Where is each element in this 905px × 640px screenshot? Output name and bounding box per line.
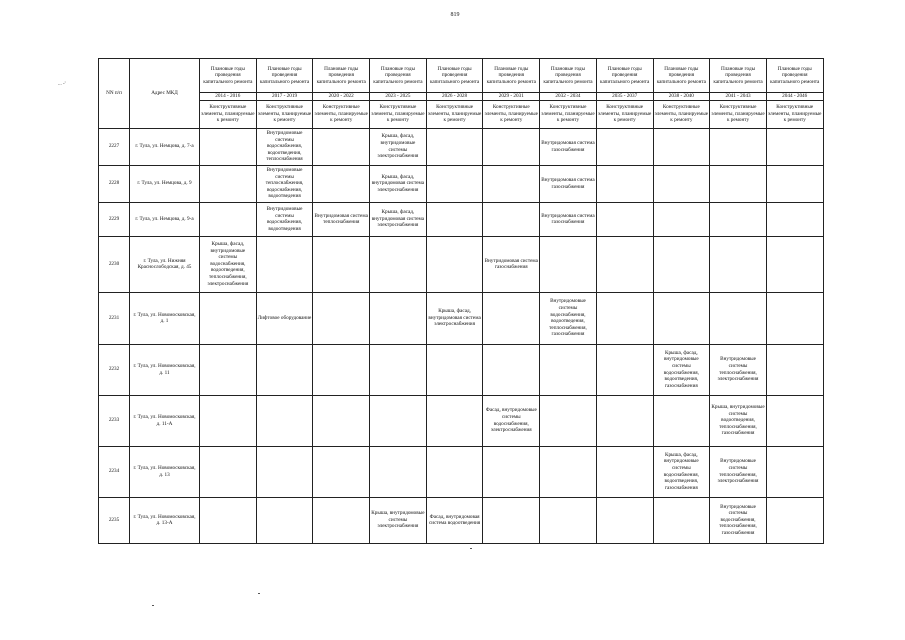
repair-elements-cell	[370, 292, 427, 344]
header-period-elements: Конструктивные элементы, планируемые к ремонту	[256, 100, 313, 128]
header-period-years: Плановые годы проведения капитального ремонта	[256, 59, 313, 93]
scan-speck	[152, 605, 154, 606]
margin-mark: ... -'	[58, 82, 66, 87]
header-period-years: Плановые годы проведения капитального ремонта	[483, 59, 540, 93]
scan-speck	[470, 548, 472, 549]
repair-elements-cell	[540, 395, 597, 446]
row-number: 2228	[99, 165, 130, 202]
row-address: г. Тула, ул. Новомосковская, д. 11	[130, 344, 200, 395]
table-row	[99, 236, 824, 292]
repair-elements-cell	[256, 497, 313, 543]
repair-elements-cell	[483, 344, 540, 395]
repair-elements-cell: Внутридомовая система газоснабжения	[540, 165, 597, 202]
repair-elements-cell	[710, 202, 767, 236]
row-address: г. Тула, ул. Новомосковская, д. 13	[130, 446, 200, 497]
repair-elements-cell	[426, 128, 483, 165]
header-period-years: Плановые годы проведения капитального ремонта	[766, 59, 823, 93]
header-period-range: 2020 - 2022	[313, 93, 370, 101]
table-row	[99, 344, 824, 395]
repair-elements-cell: Внутридомовые системы теплоснабжения, электроснабжения	[710, 344, 767, 395]
row-address: г. Тула, ул. Немцова, д. 9	[130, 165, 200, 202]
header-period-years: Плановые годы проведения капитального ремонта	[596, 59, 653, 93]
repair-elements-cell	[540, 497, 597, 543]
header-period-years: Плановые годы проведения капитального ремонта	[710, 59, 767, 93]
header-period-years: Плановые годы проведения капитального ремонта	[653, 59, 710, 93]
repair-elements-cell	[313, 292, 370, 344]
repair-elements-cell	[313, 395, 370, 446]
header-period-elements: Конструктивные элементы, планируемые к ремонту	[370, 100, 427, 128]
repair-elements-cell: Крыша, фасад, внутридомовые системы водоснабжения, водоотведения, газоснабжения	[653, 344, 710, 395]
repair-elements-cell	[653, 236, 710, 292]
header-period-elements: Конструктивные элементы, планируемые к ремонту	[710, 100, 767, 128]
header-address: Адрес МКД	[130, 59, 200, 129]
repair-elements-cell	[653, 292, 710, 344]
header-period-range: 2014 - 2016	[200, 93, 257, 101]
header-period-elements: Конструктивные элементы, планируемые к ремонту	[313, 100, 370, 128]
table-body	[99, 128, 824, 543]
repair-elements-cell	[653, 128, 710, 165]
header-period-range: 2017 - 2019	[256, 93, 313, 101]
repair-elements-cell: Лифтовое оборудование	[256, 292, 313, 344]
repair-elements-cell: Внутридомовые системы водоснабжения, водоотведения, теплоснабжения	[256, 128, 313, 165]
table-row	[99, 497, 824, 543]
repair-elements-cell: Внутридомовые системы теплоснабжения, водоснабжения, водоотведения	[256, 165, 313, 202]
repair-elements-cell: Крыша, фасад, внутридомовые системы электроснабжения	[370, 128, 427, 165]
repair-elements-cell	[483, 128, 540, 165]
header-period-elements: Конструктивные элементы, планируемые к ремонту	[200, 100, 257, 128]
repair-elements-cell: Крыша, внутридомовые системы водоотведения, теплоснабжения, газоснабжения	[710, 395, 767, 446]
header-period-range: 2032 - 2034	[540, 93, 597, 101]
header-period-range: 2038 - 2040	[653, 93, 710, 101]
repair-elements-cell	[426, 446, 483, 497]
header-period-range: 2023 - 2025	[370, 93, 427, 101]
repair-elements-cell	[200, 497, 257, 543]
scan-speck	[258, 593, 260, 594]
repair-elements-cell: Внутридомовые системы водоснабжения, водоотведения	[256, 202, 313, 236]
repair-elements-cell	[370, 446, 427, 497]
repair-elements-cell	[653, 165, 710, 202]
repair-elements-cell: Внутридомовые системы теплоснабжения, электроснабжения	[710, 446, 767, 497]
repair-elements-cell	[710, 236, 767, 292]
repair-elements-cell: Внутридомовые системы водоснабжения, водоотведения, теплоснабжения, газоснабжения	[540, 292, 597, 344]
repair-elements-cell	[596, 165, 653, 202]
table-row	[99, 292, 824, 344]
repair-elements-cell	[313, 344, 370, 395]
repair-elements-cell	[766, 128, 823, 165]
page-number: 819	[450, 12, 460, 18]
header-period-range: 2041 - 2043	[710, 93, 767, 101]
repair-elements-cell	[313, 446, 370, 497]
repair-elements-cell	[766, 165, 823, 202]
header-period-years: Плановые годы проведения капитального ремонта	[540, 59, 597, 93]
row-address: г. Тула, ул. Новомосковская, д. 11-А	[130, 395, 200, 446]
header-period-years: Плановые годы проведения капитального ремонта	[370, 59, 427, 93]
repair-elements-cell	[483, 165, 540, 202]
repair-elements-cell	[313, 128, 370, 165]
header-period-range: 2035 - 2037	[596, 93, 653, 101]
repair-elements-cell	[710, 165, 767, 202]
repair-elements-cell	[653, 395, 710, 446]
repair-elements-cell	[540, 344, 597, 395]
header-period-years: Плановые годы проведения капитального ремонта	[313, 59, 370, 93]
repair-elements-cell	[483, 446, 540, 497]
header-period-range: 2044 - 2046	[766, 93, 823, 101]
repair-elements-cell	[766, 344, 823, 395]
row-number: 2230	[99, 236, 130, 292]
row-number: 2233	[99, 395, 130, 446]
row-address: г. Тула, ул. Новомосковская, д. 13-А	[130, 497, 200, 543]
repair-elements-cell: Крыша, фасад, внутридомовая система электроснабжения	[370, 202, 427, 236]
header-period-elements: Конструктивные элементы, планируемые к ремонту	[653, 100, 710, 128]
repair-elements-cell	[313, 165, 370, 202]
repair-elements-cell	[596, 128, 653, 165]
repair-elements-cell	[596, 344, 653, 395]
table-row	[99, 395, 824, 446]
header-row-years	[99, 59, 824, 93]
header-period-elements: Конструктивные элементы, планируемые к ремонту	[596, 100, 653, 128]
row-number: 2234	[99, 446, 130, 497]
table-row	[99, 202, 824, 236]
repair-elements-cell	[426, 236, 483, 292]
repair-elements-cell	[483, 202, 540, 236]
repair-elements-cell	[596, 292, 653, 344]
repair-elements-cell: Крыша, внутридомовые системы электроснабжения	[370, 497, 427, 543]
header-period-years: Плановые годы проведения капитального ремонта	[200, 59, 257, 93]
repair-elements-cell	[370, 395, 427, 446]
repair-elements-cell	[766, 395, 823, 446]
header-period-years: Плановые годы проведения капитального ремонта	[426, 59, 483, 93]
repair-elements-cell	[256, 344, 313, 395]
repair-elements-cell	[483, 497, 540, 543]
repair-elements-cell	[596, 202, 653, 236]
header-num: NN п/п	[99, 59, 130, 129]
row-number: 2235	[99, 497, 130, 543]
header-period-elements: Конструктивные элементы, планируемые к ремонту	[766, 100, 823, 128]
repair-elements-cell	[766, 202, 823, 236]
repair-elements-cell: Крыша, фасад, внутридомовая система электроснабжения	[370, 165, 427, 202]
row-address: г. Тула, ул. Нижняя Краснослободская, д. 45	[130, 236, 200, 292]
repair-elements-cell: Крыша, фасад, внутридомовые системы водоснабжения, водоотведения, газоснабжения	[653, 446, 710, 497]
repair-elements-cell	[370, 236, 427, 292]
repair-elements-cell	[596, 236, 653, 292]
header-row-elements	[99, 100, 824, 128]
repair-elements-cell	[766, 292, 823, 344]
repair-elements-cell	[766, 236, 823, 292]
repair-elements-cell	[710, 128, 767, 165]
repair-elements-cell	[596, 395, 653, 446]
repair-elements-cell	[653, 497, 710, 543]
repair-elements-cell: Крыша, фасад, внутридомовые системы водоснабжения, водоотведения, теплоснабжения, электроснабжения	[200, 236, 257, 292]
header-period-range: 2029 - 2031	[483, 93, 540, 101]
repair-elements-cell: Фасад, внутридомовая система водоотведения	[426, 497, 483, 543]
repair-elements-cell	[426, 202, 483, 236]
repair-elements-cell	[256, 236, 313, 292]
row-address: г. Тула, ул. Немцова, д. 7-а	[130, 128, 200, 165]
repair-elements-cell: Внутридомовая система газоснабжения	[540, 128, 597, 165]
table-row	[99, 165, 824, 202]
row-address: г. Тула, ул. Новомосковская, д. 1	[130, 292, 200, 344]
row-number: 2231	[99, 292, 130, 344]
header-period-range: 2026 - 2028	[426, 93, 483, 101]
header-period-elements: Конструктивные элементы, планируемые к ремонту	[483, 100, 540, 128]
repair-elements-cell	[200, 292, 257, 344]
repair-elements-cell	[200, 165, 257, 202]
table-row	[99, 128, 824, 165]
repair-elements-cell	[313, 236, 370, 292]
repair-elements-cell	[766, 497, 823, 543]
repair-elements-cell: Внутридомовая система газоснабжения	[483, 236, 540, 292]
repair-elements-cell: Фасад, внутридомовые системы водоснабжения, электроснабжения	[483, 395, 540, 446]
repair-elements-cell	[653, 202, 710, 236]
header-period-elements: Конструктивные элементы, планируемые к ремонту	[426, 100, 483, 128]
header-row-range	[99, 93, 824, 101]
table-header	[99, 59, 824, 129]
header-period-elements: Конструктивные элементы, планируемые к ремонту	[540, 100, 597, 128]
repair-elements-cell	[200, 395, 257, 446]
repair-elements-cell: Внутридомовая система теплоснабжения	[313, 202, 370, 236]
row-address: г. Тула, ул. Немцова, д. 9-а	[130, 202, 200, 236]
repair-elements-cell	[540, 236, 597, 292]
repair-elements-cell	[313, 497, 370, 543]
repair-elements-cell	[256, 446, 313, 497]
repair-elements-cell: Внутридомовая система газоснабжения	[540, 202, 597, 236]
repair-elements-cell	[200, 202, 257, 236]
repair-elements-cell	[596, 497, 653, 543]
repair-elements-cell	[200, 446, 257, 497]
repair-schedule-table	[98, 58, 824, 544]
repair-elements-cell	[256, 395, 313, 446]
repair-elements-cell	[483, 292, 540, 344]
repair-elements-cell	[596, 446, 653, 497]
repair-elements-cell	[766, 446, 823, 497]
repair-elements-cell: Крыша, фасад, внутридомовая система электроснабжения	[426, 292, 483, 344]
repair-elements-cell	[200, 344, 257, 395]
repair-elements-cell	[200, 128, 257, 165]
repair-elements-cell: Внутридомовые системы водоснабжения, теплоснабжения, газоснабжения	[710, 497, 767, 543]
repair-elements-cell	[540, 446, 597, 497]
row-number: 2229	[99, 202, 130, 236]
table-row	[99, 446, 824, 497]
repair-elements-cell	[710, 292, 767, 344]
repair-elements-cell	[370, 344, 427, 395]
repair-elements-cell	[426, 344, 483, 395]
row-number: 2232	[99, 344, 130, 395]
repair-elements-cell	[426, 395, 483, 446]
row-number: 2227	[99, 128, 130, 165]
repair-elements-cell	[426, 165, 483, 202]
